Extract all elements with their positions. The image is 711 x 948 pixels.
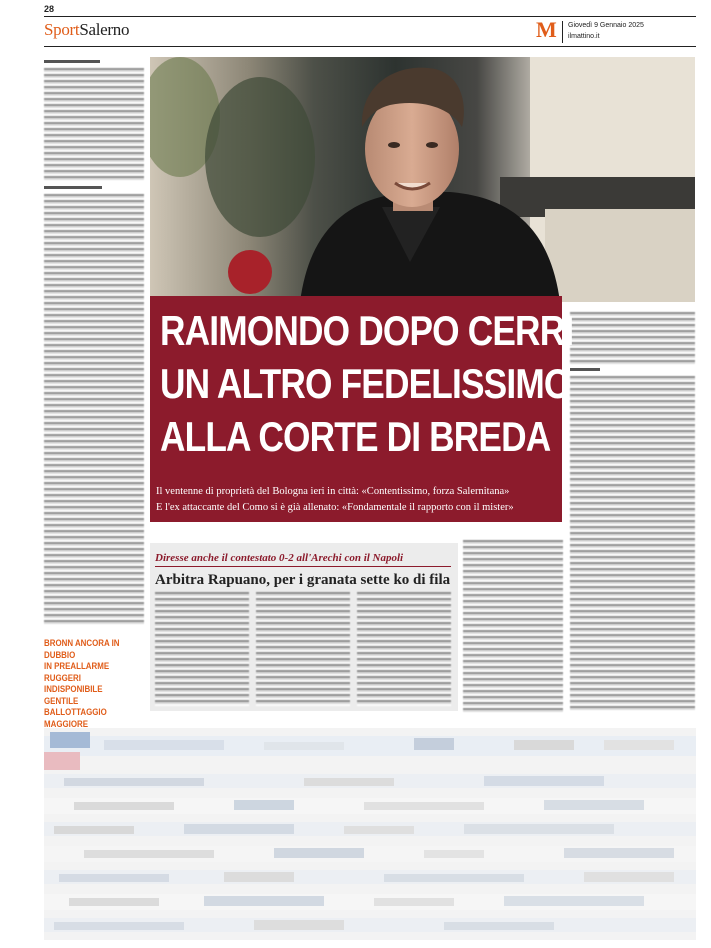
text-column-middle <box>463 540 563 712</box>
text-column-left-2 <box>44 194 144 626</box>
subheadline-box <box>150 480 562 522</box>
pixelated-table <box>44 728 696 940</box>
header-rule <box>44 46 696 47</box>
headline-box <box>150 296 574 489</box>
section-title <box>44 20 129 40</box>
side-article-title: Arbitra Rapuano, per i granata sette ko di fila <box>155 572 451 588</box>
subheadline-line-1: Il ventenne di proprietà del Bologna ieri in città: «Contentissimo, forza Salernitana» <box>156 486 510 497</box>
callout-line: BRONN ANCORA IN DUBBIO <box>44 638 120 660</box>
newspaper-logo: M <box>536 17 557 42</box>
text-column-left-1 <box>44 68 144 180</box>
text-column-right-2 <box>570 376 695 712</box>
headline-line-3: ALLA CORTE DI BREDA <box>160 413 551 460</box>
callout-line: BALLOTTAGGIO MAGGIORE <box>44 707 107 729</box>
section-title-city: Salerno <box>79 20 130 39</box>
section-title-sport: Sport <box>44 20 80 39</box>
side-text-col-1 <box>155 592 249 706</box>
website-link[interactable]: ilmattino.it <box>568 33 600 40</box>
player-photo <box>150 57 695 302</box>
blurred-table-box <box>44 728 696 940</box>
side-text-col-3 <box>357 592 451 706</box>
callout-line: IN PREALLARME RUGGERI <box>44 661 110 683</box>
column-heading-blur <box>570 368 600 371</box>
top-rule <box>44 16 696 17</box>
article-photo <box>150 57 695 302</box>
page-number: 28 <box>44 4 55 14</box>
subheadline-line-2: E l'ex attaccante del Como si è già allenato: «Fondamentale il rapporto con il mister» <box>156 502 514 513</box>
headline-line-2: UN ALTRO FEDELISSIMO <box>160 360 571 407</box>
side-text-col-2 <box>256 592 350 706</box>
headline-line-1: RAIMONDO DOPO CERRI <box>160 307 574 354</box>
text-column-right-1 <box>570 312 695 364</box>
issue-date: Giovedì 9 Gennaio 2025 <box>568 22 644 29</box>
column-heading-blur <box>44 60 100 63</box>
callout-line: INDISPONIBILE GENTILE <box>44 684 103 706</box>
header-divider <box>562 21 563 43</box>
kicker-rule <box>155 566 451 567</box>
side-article-kicker: Diresse anche il contestato 0-2 all'Arechi con il Napoli <box>155 552 404 564</box>
column-heading-blur <box>44 186 102 189</box>
